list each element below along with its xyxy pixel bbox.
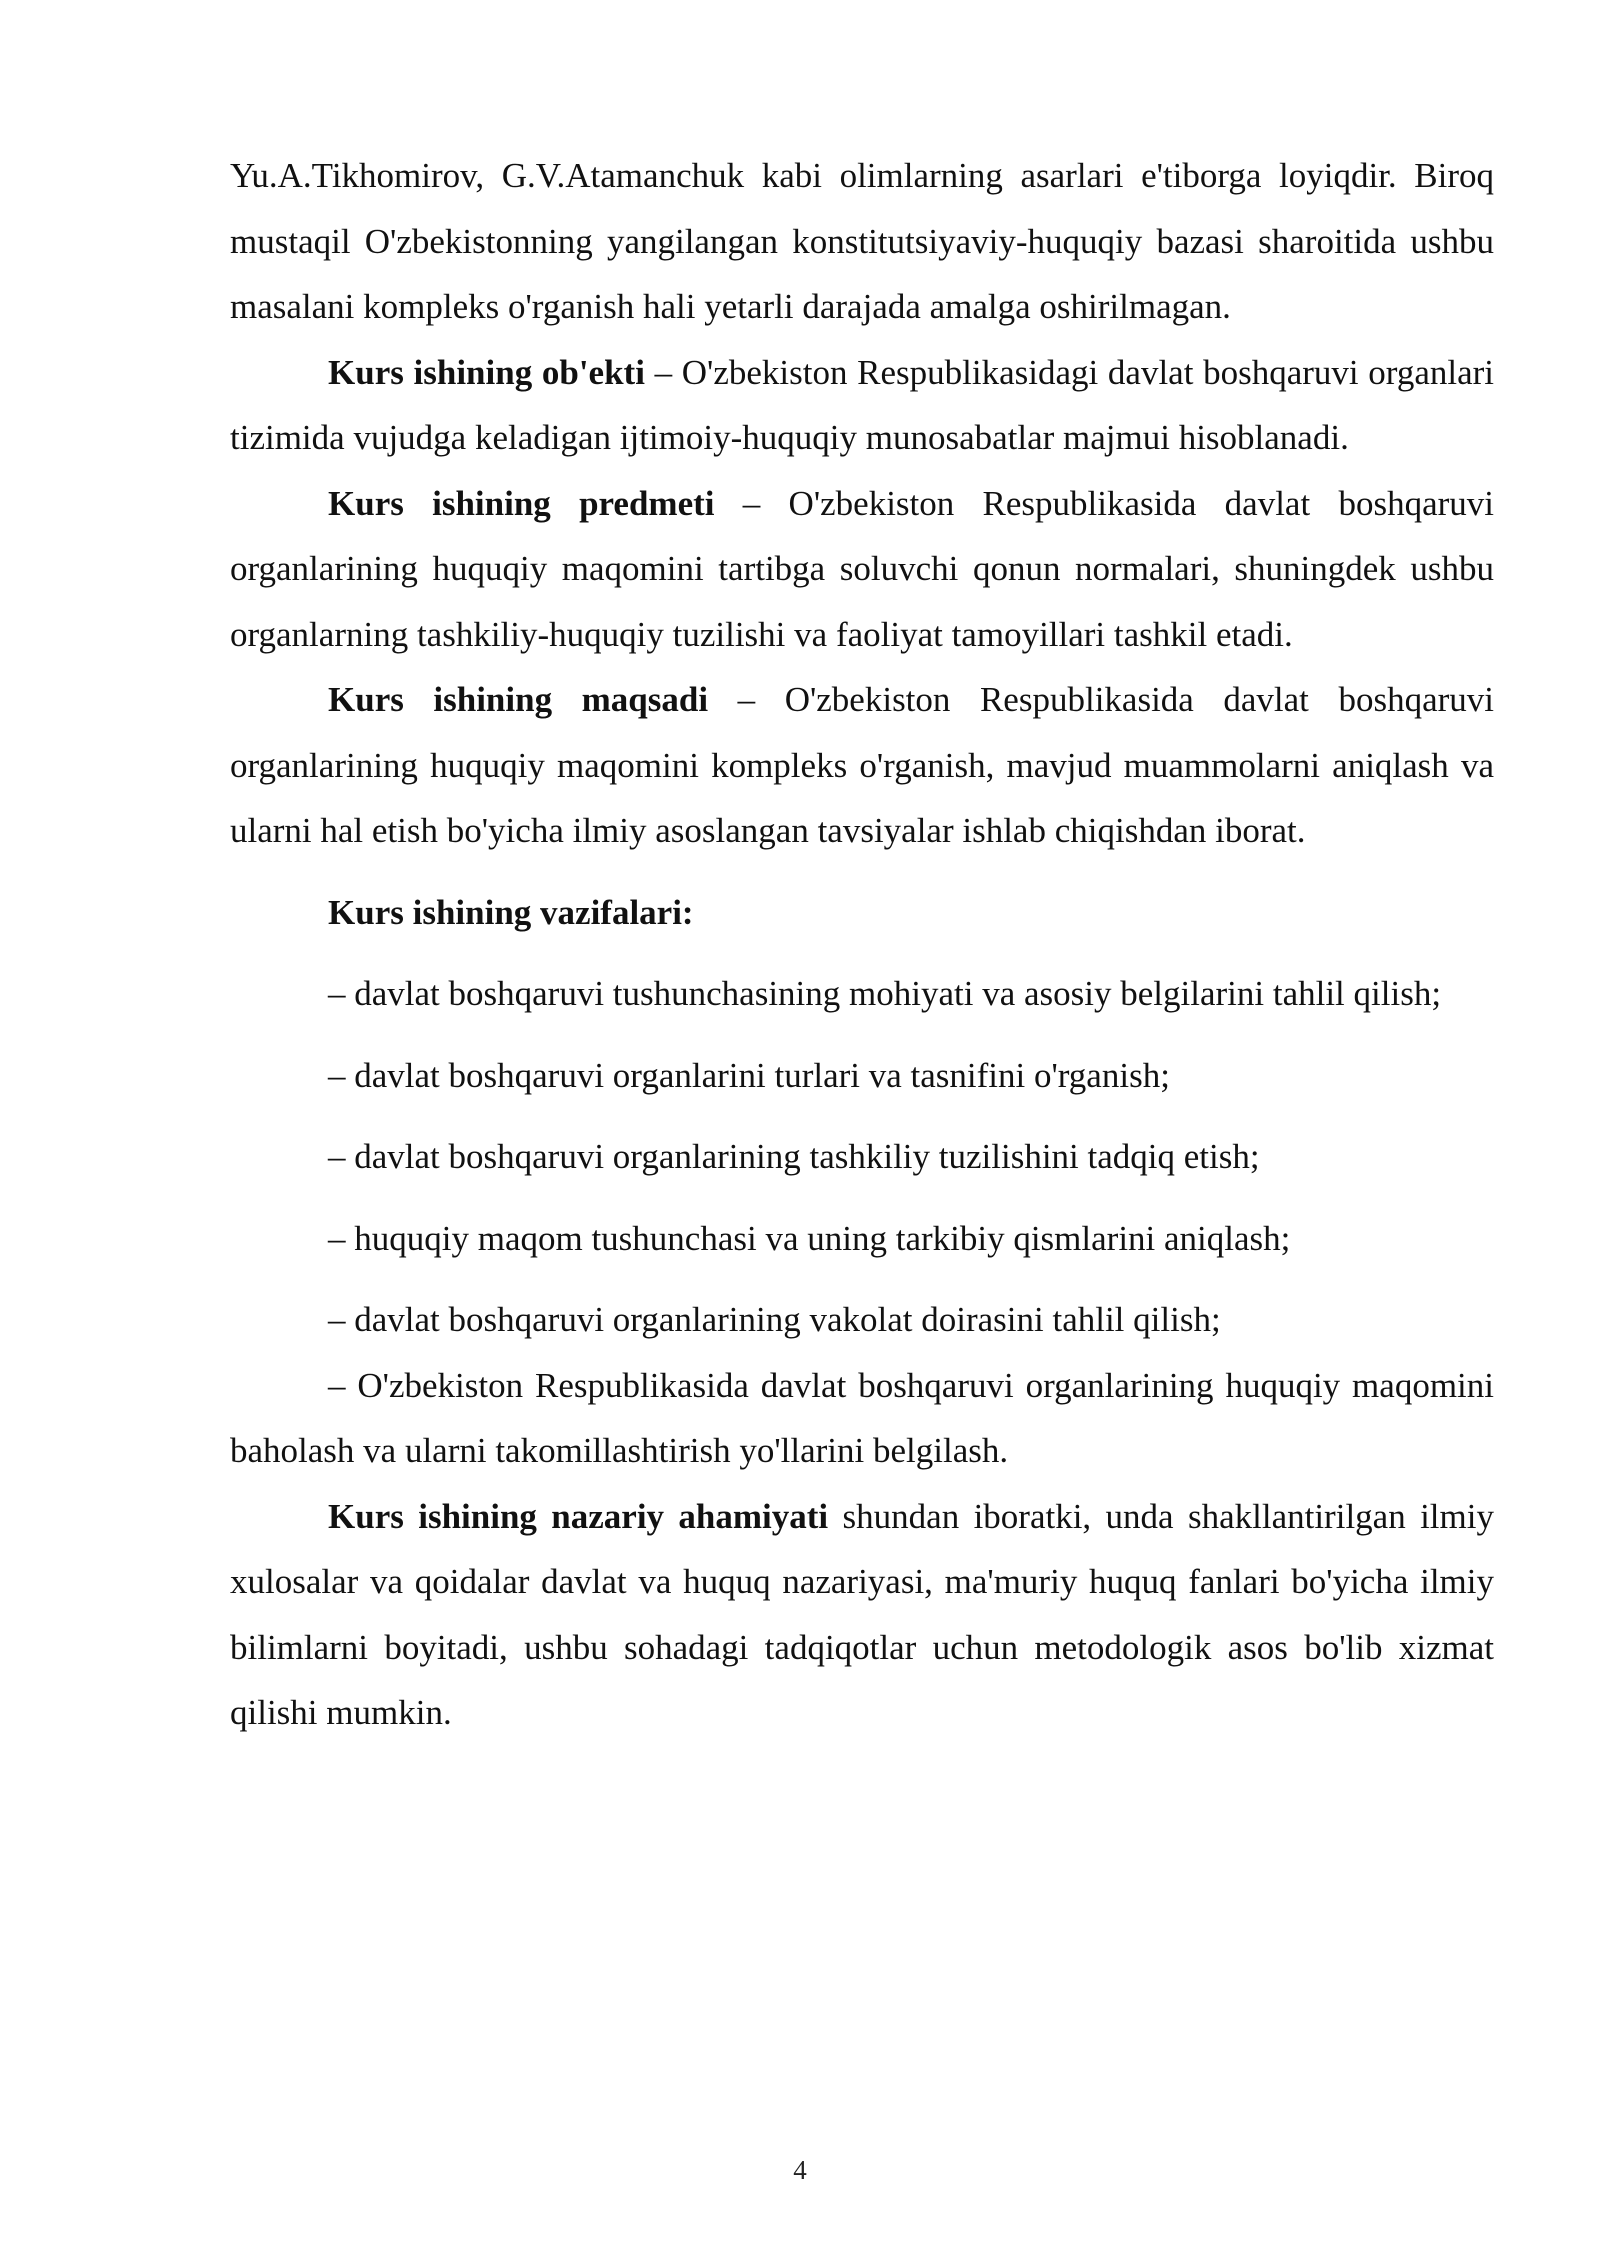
tasks-heading-text: Kurs ishining vazifalari: bbox=[328, 892, 694, 932]
theory-label: Kurs ishining nazariy ahamiyati bbox=[328, 1496, 829, 1536]
tasks-heading bbox=[230, 880, 1494, 946]
task-item-3: – davlat boshqaruvi organlarining tashkiliy tuzilishini tadqiq etish; bbox=[328, 1137, 1260, 1176]
page-content bbox=[230, 143, 1494, 1746]
task-item-2: – davlat boshqaruvi organlarini turlari va tasnifini o'rganish; bbox=[328, 1055, 1170, 1095]
page-number: 4 bbox=[793, 2155, 807, 2185]
theory-paragraph bbox=[230, 1484, 1494, 1746]
subject-label: Kurs ishining predmeti bbox=[328, 483, 715, 523]
object-text: – O'zbekiston Respublikasidagi davlat boshqaruvi organlari tizimida vujudga keladigan ijtimoiy-huquqiy munosabatlar majmui hisoblanadi. bbox=[230, 352, 1494, 457]
subject-text: – O'zbekiston Respublikasida davlat boshqaruvi organlarining huquqiy maqomini tartibga soluvchi qonun normalari, shuningdek ushbu organlarning tashkiliy-huquqiy tuzilishi va faoliyat tamoyillari tashkil etadi. bbox=[230, 483, 1494, 654]
object-label: Kurs ishining ob'ekti bbox=[328, 352, 645, 392]
task-item-1: – davlat boshqaruvi tushunchasining mohiyati va asosiy belgilarini tahlil qilish; bbox=[328, 974, 1442, 1013]
task-item-5: – davlat boshqaruvi organlarining vakolat doirasini tahlil qilish; bbox=[328, 1300, 1221, 1339]
object-paragraph bbox=[230, 340, 1494, 471]
purpose-label: Kurs ishining maqsadi bbox=[328, 680, 709, 719]
theory-text: shundan iboratki, unda shakllantirilgan ilmiy xulosalar va qoidalar davlat va huquq nazariyasi, ma'muriy huquq fanlari bo'yicha ilmiy bilimlarni boyitadi, ushbu sohadagi tadqiqotlar uchun metodologik asos bo'lib xizmat qilishi mumkin. bbox=[230, 1496, 1494, 1732]
subject-paragraph bbox=[230, 471, 1494, 668]
intro-paragraph: Yu.A.Tikhomirov, G.V.Atamanchuk kabi olimlarning asarlari e'tiborga loyiqdir. Biroq mustaqil O'zbekistonning yangilangan konstitutsiyaviy-huquqiy bazasi sharoitida ushbu masalani kompleks o'rganish hali yetarli darajada amalga oshirilmagan. bbox=[230, 156, 1494, 326]
task-item-6: – O'zbekiston Respublikasida davlat boshqaruvi organlarining huquqiy maqomini baholash va ularni takomillashtirish yo'llarini belgilash. bbox=[230, 1365, 1494, 1470]
purpose-paragraph bbox=[230, 667, 1494, 864]
task-item-4: – huquqiy maqom tushunchasi va uning tarkibiy qismlarini aniqlash; bbox=[328, 1218, 1291, 1258]
purpose-text: – O'zbekiston Respublikasida davlat boshqaruvi organlarining huquqiy maqomini kompleks o'rganish, mavjud muammolarni aniqlash va ularni hal etish bo'yicha ilmiy asoslangan tavsiyalar ishlab chiqishdan iborat. bbox=[230, 680, 1494, 850]
